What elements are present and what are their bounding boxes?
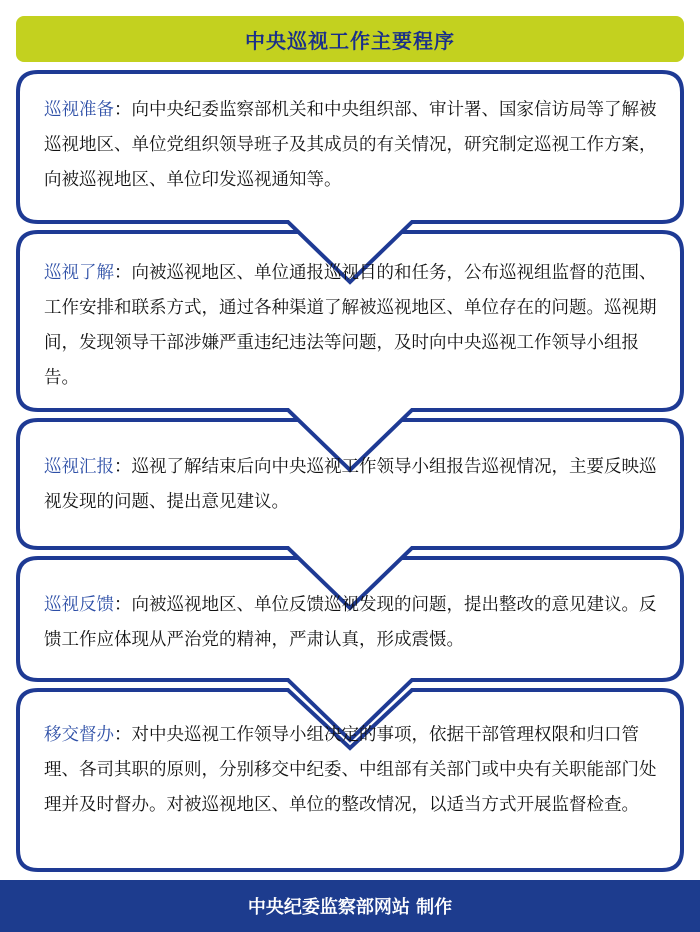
step-5-text [44, 718, 664, 823]
step-2-text [44, 256, 664, 396]
step-5-body: ：对中央巡视工作领导小组决定的事项，依据干部管理权限和归口管理、各司其职的原则，分别移交中纪委、中组部有关部门或中央有关职能部门处理并及时督办。对被巡视地区、单位的整改情况，以适当方式开展监督检查。 [44, 725, 657, 815]
step-5-title: 移交督办 [44, 725, 114, 745]
step-4-title: 巡视反馈 [44, 595, 114, 615]
step-4-text [44, 588, 664, 658]
footer-credit: 中央纪委监察部网站 制作 [0, 880, 700, 932]
step-1-title: 巡视准备 [44, 100, 114, 120]
step-1-body: ：向中央纪委监察部机关和中央组织部、审计署、国家信访局等了解被巡视地区、单位党组织领导班子及其成员的有关情况，研究制定巡视工作方案，向被巡视地区、单位印发巡视通知等。 [44, 100, 657, 190]
step-2-title: 巡视了解 [44, 263, 114, 283]
step-3-title: 巡视汇报 [44, 457, 114, 477]
step-1-text [44, 93, 664, 198]
diagram-title: 中央巡视工作主要程序 [16, 16, 684, 62]
step-4-body: ：向被巡视地区、单位反馈巡视发现的问题，提出整改的意见建议。反馈工作应体现从严治党的精神，严肃认真，形成震慑。 [44, 595, 657, 650]
step-2-body: ：向被巡视地区、单位通报巡视目的和任务，公布巡视组监督的范围、工作安排和联系方式，通过各种渠道了解被巡视地区、单位存在的问题。巡视期间，发现领导干部涉嫌严重违纪违法等问题，及时向中央巡视工作领导小组报告。 [44, 263, 657, 388]
step-3-text [44, 450, 664, 520]
step-3-body: ：巡视了解结束后向中央巡视工作领导小组报告巡视情况，主要反映巡视发现的问题、提出意见建议。 [44, 457, 657, 512]
